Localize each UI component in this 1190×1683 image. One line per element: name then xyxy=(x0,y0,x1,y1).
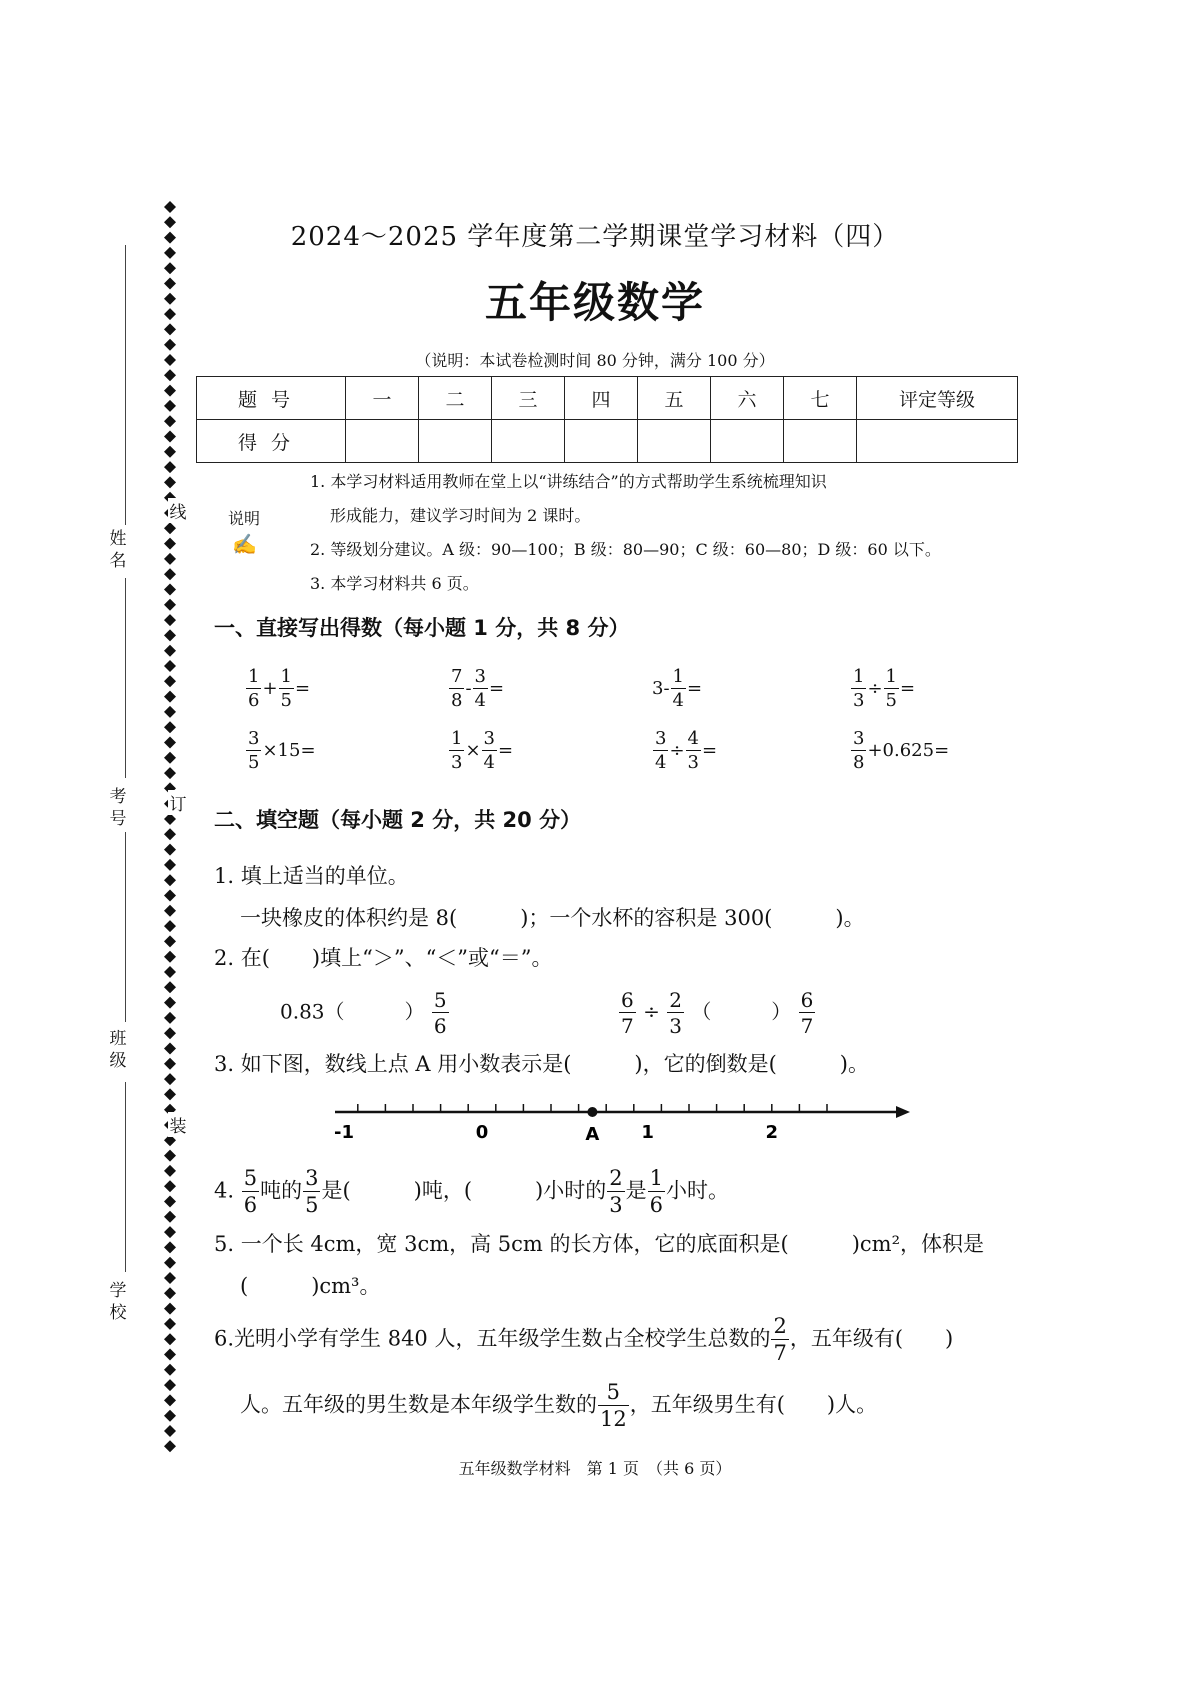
bind-char-zhuang: 装 xyxy=(168,1112,188,1137)
binding-diamond-border xyxy=(163,200,177,1460)
fraction: $\frac{3}{8}$ xyxy=(853,728,865,773)
calc-item-2[interactable]: $\frac{7}{8}$ - $\frac{3}{4}$ = xyxy=(451,666,505,711)
page-footer: 五年级数学材料 第 1 页 （共 6 页） xyxy=(458,1459,732,1478)
col-6: 六 xyxy=(711,377,784,420)
col-3: 三 xyxy=(492,377,565,420)
q5-line-1[interactable]: 5. 一个长 4cm，宽 3cm，高 5cm 的长方体，它的底面积是( )cm²，体积是 xyxy=(214,1232,984,1256)
fraction: $\frac{7}{8}$ xyxy=(451,666,463,711)
fraction: $\frac{1}{3}$ xyxy=(853,666,865,711)
svg-text:2: 2 xyxy=(765,1122,779,1143)
q6-text-1: 6.光明小学有学生 840 人，五年级学生数占全校学生总数的 xyxy=(214,1326,771,1351)
calc-item-7[interactable]: $\frac{3}{4}$ ÷ $\frac{4}{3}$ = xyxy=(655,728,718,773)
col-7: 七 xyxy=(784,377,857,420)
q2-compare-1[interactable] xyxy=(280,990,450,1036)
fraction: $\frac{1}{4}$ xyxy=(672,666,684,711)
page-title: 五年级数学 xyxy=(484,278,705,327)
fraction: $\frac{1}{6}$ xyxy=(649,1166,664,1217)
fraction: $\frac{6}{7}$ xyxy=(800,988,814,1038)
score-cell-1[interactable] xyxy=(346,420,419,463)
q4-text-4: 小时。 xyxy=(666,1178,730,1203)
calc-item-6[interactable]: $\frac{1}{3}$ × $\frac{3}{4}$ = xyxy=(451,728,514,773)
fraction: $\frac{1}{5}$ xyxy=(885,666,897,711)
bind-char-ding: 订 xyxy=(168,790,188,815)
fraction: $\frac{2}{7}$ xyxy=(773,1314,787,1365)
svg-text:A: A xyxy=(585,1124,600,1145)
q2-left-value: 0.83（ ） xyxy=(280,999,425,1024)
fraction: $\frac{6}{7}$ xyxy=(621,988,634,1038)
q6-text-4: ，五年级男生有( )人。 xyxy=(629,1392,878,1417)
fraction: $\frac{2}{3}$ xyxy=(669,988,682,1038)
pencil-hand-icon: ✍ xyxy=(232,532,257,556)
q4-text-3: 是 xyxy=(625,1178,647,1203)
fraction: $\frac{3}{4}$ xyxy=(483,728,495,773)
instruction-1-cont: 形成能力，建议学习时间为 2 课时。 xyxy=(330,506,591,525)
school-label: 学校 xyxy=(109,1281,127,1323)
fraction: $\frac{5}{6}$ xyxy=(243,1166,258,1217)
fraction: $\frac{3}{4}$ xyxy=(474,666,486,711)
q4-text-2: 是( )吨，( )小时的 xyxy=(321,1178,607,1203)
q6-text-2: ，五年级有( ) xyxy=(789,1326,954,1351)
score-cell-7[interactable] xyxy=(784,420,857,463)
score-cell-2[interactable] xyxy=(419,420,492,463)
answer-paren: （ ） xyxy=(691,999,792,1024)
binding-line-4 xyxy=(125,1082,126,1272)
fraction: $\frac{5}{6}$ xyxy=(433,988,447,1038)
score-cell-6[interactable] xyxy=(711,420,784,463)
q1-text: 1. 填上适当的单位。 xyxy=(214,864,409,888)
svg-text:1: 1 xyxy=(641,1122,654,1143)
calc-item-1[interactable]: $\frac{1}{6}$ + $\frac{1}{5}$ = xyxy=(248,666,311,711)
exam-note: （说明：本试卷检测时间 80 分钟，满分 100 分） xyxy=(415,351,775,370)
q1-line[interactable]: 一块橡皮的体积约是 8( )；一个水杯的容积是 300( )。 xyxy=(240,906,865,930)
q4-text-1: 吨的 xyxy=(260,1178,303,1203)
grade-header: 评定等级 xyxy=(857,377,1018,420)
section-1-title: 一、直接写出得数（每小题 1 分，共 8 分） xyxy=(214,616,630,640)
section-2-title: 二、填空题（每小题 2 分，共 20 分） xyxy=(214,808,582,832)
q3-text[interactable]: 3. 如下图，数线上点 A 用小数表示是( )，它的倒数是( )。 xyxy=(214,1052,869,1076)
fraction: $\frac{2}{3}$ xyxy=(609,1166,623,1217)
grade-cell[interactable] xyxy=(857,420,1018,463)
explain-label: 说明 xyxy=(228,509,261,528)
q2-compare-2[interactable] xyxy=(618,990,816,1036)
fraction: $\frac{4}{3}$ xyxy=(687,728,699,773)
class-label: 班级 xyxy=(109,1029,127,1071)
fraction: $\frac{3}{4}$ xyxy=(655,728,667,773)
q6-line-2[interactable] xyxy=(240,1382,877,1430)
svg-text:-1: -1 xyxy=(334,1122,354,1143)
page-subtitle: 2024～2025 学年度第二学期课堂学习材料（四） xyxy=(290,222,900,252)
score-table-score-row xyxy=(197,420,1018,463)
q4-line[interactable] xyxy=(214,1168,729,1216)
q5-line-2[interactable]: ( )cm³。 xyxy=(240,1274,381,1298)
calc-item-5[interactable]: $\frac{3}{5}$ ×15= xyxy=(248,728,316,773)
bind-char-xian: 线 xyxy=(168,498,188,523)
operator: ÷ xyxy=(643,999,660,1024)
q2-text: 2. 在( )填上“＞”、“＜”或“＝”。 xyxy=(214,946,553,970)
instruction-1: 1. 本学习材料适用教师在堂上以“讲练结合”的方式帮助学生系统梳理知识 xyxy=(310,472,827,491)
fraction: $\frac{5}{12}$ xyxy=(600,1380,627,1431)
score-cell-3[interactable] xyxy=(492,420,565,463)
exam-number-label: 考号 xyxy=(109,787,127,829)
question-number-header: 题号 xyxy=(197,377,346,420)
fraction: $\frac{1}{5}$ xyxy=(280,666,292,711)
fraction: $\frac{3}{5}$ xyxy=(248,728,260,773)
q6-line-1[interactable] xyxy=(214,1316,953,1364)
fraction: $\frac{1}{6}$ xyxy=(248,666,260,711)
calc-item-8[interactable]: $\frac{3}{8}$ +0.625= xyxy=(853,728,950,773)
score-table-header-row xyxy=(197,377,1018,420)
col-5: 五 xyxy=(638,377,711,420)
col-2: 二 xyxy=(419,377,492,420)
instruction-3: 3. 本学习材料共 6 页。 xyxy=(310,574,479,593)
score-header: 得分 xyxy=(197,420,346,463)
col-4: 四 xyxy=(565,377,638,420)
q4-number: 4. xyxy=(214,1178,235,1203)
score-cell-5[interactable] xyxy=(638,420,711,463)
col-1: 一 xyxy=(346,377,419,420)
number-line xyxy=(330,1100,910,1160)
binding-line-2 xyxy=(125,578,126,778)
fraction: $\frac{1}{3}$ xyxy=(451,728,463,773)
score-cell-4[interactable] xyxy=(565,420,638,463)
binding-line-3 xyxy=(125,832,126,1022)
instruction-2: 2. 等级划分建议。A 级：90—100；B 级：80—90；C 级：60—80；D 级：60 以下。 xyxy=(310,540,941,559)
calc-item-4[interactable]: $\frac{1}{3}$ ÷ $\frac{1}{5}$ = xyxy=(853,666,916,711)
name-label: 姓名 xyxy=(109,529,127,571)
fraction: $\frac{3}{5}$ xyxy=(305,1166,319,1217)
svg-text:0: 0 xyxy=(475,1122,489,1143)
calc-item-3[interactable]: 3- $\frac{1}{4}$ = xyxy=(652,666,703,711)
score-table xyxy=(196,376,1018,463)
q6-text-3: 人。五年级的男生数是本年级学生数的 xyxy=(240,1392,597,1417)
